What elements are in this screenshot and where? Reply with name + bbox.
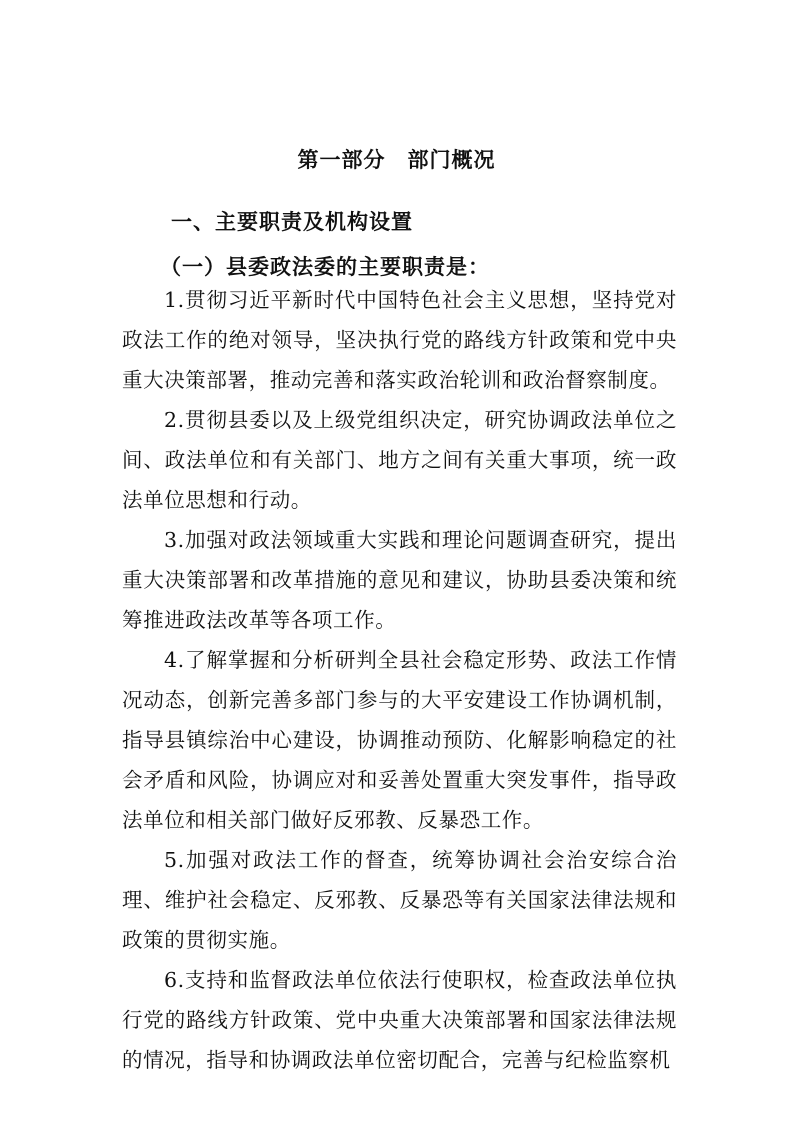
duty-paragraph-2: 2.贯彻县委以及上级党组织决定，研究协调政法单位之间、政法单位和有关部门、地方之间有关重大事项，统一政法单位思想和行动。 [122, 408, 677, 512]
duty-paragraph-1: 1.贯彻习近平新时代中国特色社会主义思想，坚持党对政法工作的绝对领导，坚决执行党的路线方针政策和党中央重大决策部署，推动完善和落实政治轮训和政治督察制度。 [122, 288, 677, 392]
document-title: 第一部分 部门概况 [297, 147, 496, 172]
duty-paragraph-5: 5.加强对政法工作的督查，统筹协调社会治安综合治理、维护社会稳定、反邪教、反暴恐等有关国家法律法规和政策的贯彻实施。 [122, 848, 677, 952]
duty-paragraph-6: 6.支持和监督政法单位依法行使职权，检查政法单位执行党的路线方针政策、党中央重大决策部署和国家法律法规的情况，指导和协调政法单位密切配合，完善与纪检监察机 [122, 968, 677, 1072]
duty-paragraph-3: 3.加强对政法领域重大实践和理论问题调查研究，提出重大决策部署和改革措施的意见和建议，协助县委决策和统筹推进政法改革等各项工作。 [122, 528, 677, 632]
section-heading: 一、主要职责及机构设置 [171, 209, 413, 234]
document-body [122, 280, 677, 1080]
duty-paragraph-4: 4.了解掌握和分析研判全县社会稳定形势、政法工作情况动态，创新完善多部门参与的大平安建设工作协调机制，指导县镇综治中心建设，协调推动预防、化解影响稳定的社会矛盾和风险，协调应对和妥善处置重大突发事件，指导政法单位和相关部门做好反邪教、反暴恐工作。 [122, 648, 677, 832]
subsection-heading: （一）县委政法委的主要职责是： [160, 254, 490, 279]
